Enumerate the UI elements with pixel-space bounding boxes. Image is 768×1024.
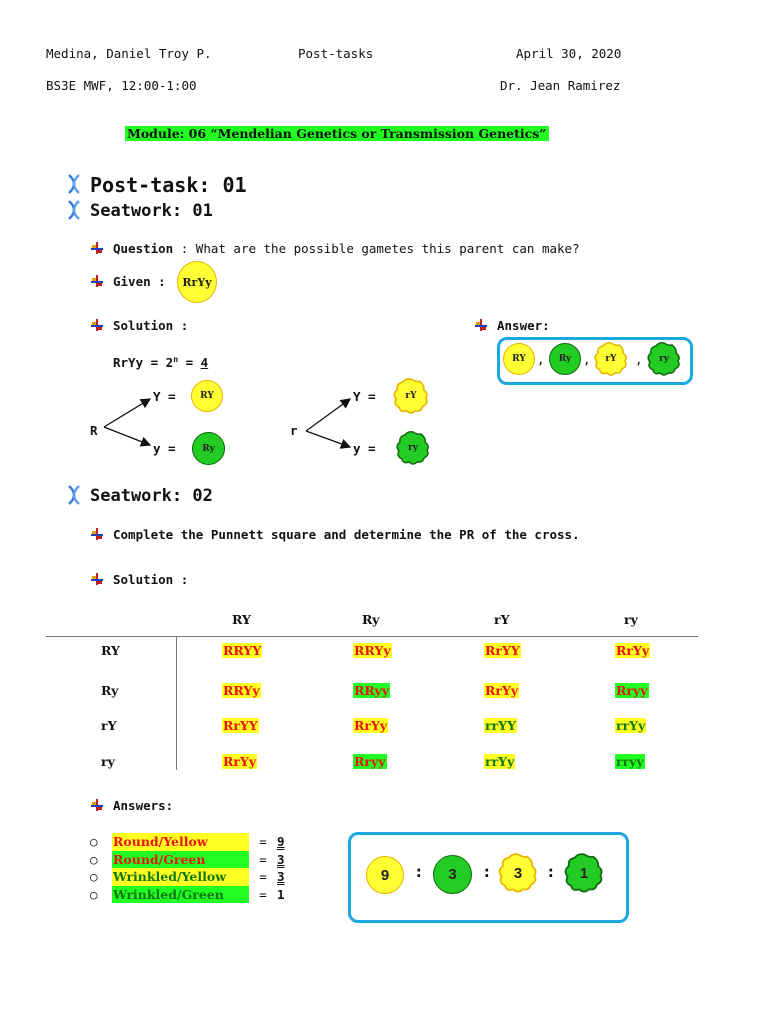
punnett-cell: RrYY (223, 718, 258, 733)
circle-bullet-icon: ○ (90, 869, 98, 884)
punnett-cell: RRYY (223, 643, 262, 658)
col-header: RY (232, 612, 251, 627)
instructor: Dr. Jean Ramirez (500, 78, 621, 93)
phenotype-value: 3 (277, 869, 285, 884)
punnett-cell: RrYy (354, 718, 388, 733)
punnett-cell: RrYY (485, 643, 520, 658)
row-header: RY (101, 643, 120, 658)
post-task-title: Post-task: 01 (90, 173, 247, 197)
phenotype-name: Wrinkled/Green (112, 886, 249, 904)
seatwork2-title: Seatwork: 02 (90, 486, 213, 506)
phenotype-value: 3 (277, 851, 285, 867)
tree-y-label-1: y = (153, 441, 176, 456)
ratio-separator: : (414, 862, 424, 881)
punnett-cell: RrYy (616, 643, 650, 658)
table-divider (176, 637, 177, 770)
circle-bullet-icon: ○ (90, 851, 98, 867)
punnett-cell: RrYy (223, 754, 257, 769)
phenotype-item (90, 886, 285, 904)
solution2-label: Solution : (113, 572, 189, 587)
punnett-cell: rryy (616, 754, 644, 769)
tree-gamete-ry: ry (408, 443, 418, 453)
equals-sign: = (259, 834, 267, 849)
doc-type: Post-tasks (298, 46, 374, 61)
bullet-icon (90, 241, 104, 255)
ratio-round-yellow: 9 (366, 856, 404, 894)
bullet-icon (90, 318, 104, 332)
table-divider (46, 636, 698, 637)
comma: , (635, 352, 643, 367)
module-title: Module: 06 “Mendelian Genetics or Transmission Genetics” (127, 126, 547, 141)
dna-icon (66, 200, 82, 220)
gamete-ry: ry (659, 354, 669, 364)
punnett-cell: RRYy (354, 643, 391, 658)
formula (113, 355, 208, 370)
tree-gamete-rY: rY (405, 391, 417, 401)
tree-gamete-RY: RY (191, 380, 223, 412)
ratio-round-green: 3 (433, 855, 472, 894)
punnett-cell: Rryy (354, 754, 386, 769)
tree-Y-label-1: Y = (153, 389, 176, 404)
equals-sign: = (259, 851, 267, 867)
phenotype-value: 9 (277, 834, 285, 849)
solution-label: Solution : (113, 318, 189, 333)
given-label: Given : (113, 274, 166, 289)
question-text: : What are the possible gametes this parent can make? (180, 241, 580, 256)
ratio-wrinkled-green: 1 (579, 864, 589, 882)
col-header: Ry (362, 612, 380, 627)
formula-left: RrYy = 2 (113, 355, 174, 371)
bullet-icon (90, 527, 104, 541)
col-header: ry (624, 612, 638, 627)
gamete-Ry: Ry (549, 343, 581, 375)
gamete-RY: RY (503, 343, 535, 375)
punnett-cell: RRYy (223, 683, 260, 698)
phenotype-name: Round/Yellow (112, 833, 249, 851)
tree-r: r (290, 423, 298, 438)
circle-bullet-icon: ○ (90, 886, 98, 902)
phenotype-list (90, 833, 285, 903)
punnett-cell: rrYy (485, 754, 515, 769)
given-genotype: RrYy (177, 261, 217, 303)
comma: , (583, 352, 591, 367)
col-header: rY (494, 612, 510, 627)
student-name: Medina, Daniel Troy P. (46, 46, 212, 61)
phenotype-name: Round/Green (112, 851, 249, 869)
ratio-wrinkled-yellow: 3 (513, 864, 523, 882)
bullet-icon (90, 798, 104, 812)
punnett-cell: RRyy (354, 683, 390, 698)
answer-label: Answer: (497, 318, 550, 333)
dna-icon (66, 174, 82, 194)
circle-bullet-icon: ○ (90, 834, 98, 849)
equals-sign: = (259, 869, 267, 884)
punnett-instruction: Complete the Punnett square and determine the PR of the cross. (113, 527, 580, 542)
tree-y-label-2: y = (353, 441, 376, 456)
tree-gamete-Ry: Ry (192, 432, 225, 465)
tree-R: R (90, 423, 98, 438)
question-label: Question (113, 241, 174, 256)
equals-sign: = (259, 886, 267, 902)
answers-label: Answers: (113, 798, 174, 813)
phenotype-item (90, 833, 285, 851)
seatwork1-title: Seatwork: 01 (90, 201, 213, 221)
punnett-cell: RrYy (485, 683, 519, 698)
formula-eq: = (178, 355, 201, 371)
formula-exponent: n (173, 355, 179, 364)
punnett-cell: rrYY (485, 718, 517, 733)
formula-result: 4 (200, 355, 209, 371)
doc-date: April 30, 2020 (516, 46, 622, 61)
bullet-icon (90, 274, 104, 288)
punnett-cell: rrYy (616, 718, 646, 733)
row-header: rY (101, 718, 117, 733)
row-header: Ry (101, 683, 119, 698)
phenotype-name: Wrinkled/Yellow (112, 868, 249, 886)
phenotype-item (90, 851, 285, 869)
gamete-rY: rY (605, 354, 617, 364)
bullet-icon (474, 318, 488, 332)
bullet-icon (90, 572, 104, 586)
phenotype-item (90, 868, 285, 886)
class-section: BS3E MWF, 12:00-1:00 (46, 78, 197, 93)
dna-icon (66, 485, 82, 505)
tree-Y-label-2: Y = (353, 389, 376, 404)
phenotype-value: 1 (277, 886, 285, 902)
punnett-cell: Rryy (616, 683, 648, 698)
ratio-separator: : (482, 862, 492, 881)
comma: , (537, 352, 545, 367)
row-header: ry (101, 754, 115, 769)
ratio-separator: : (546, 862, 556, 881)
